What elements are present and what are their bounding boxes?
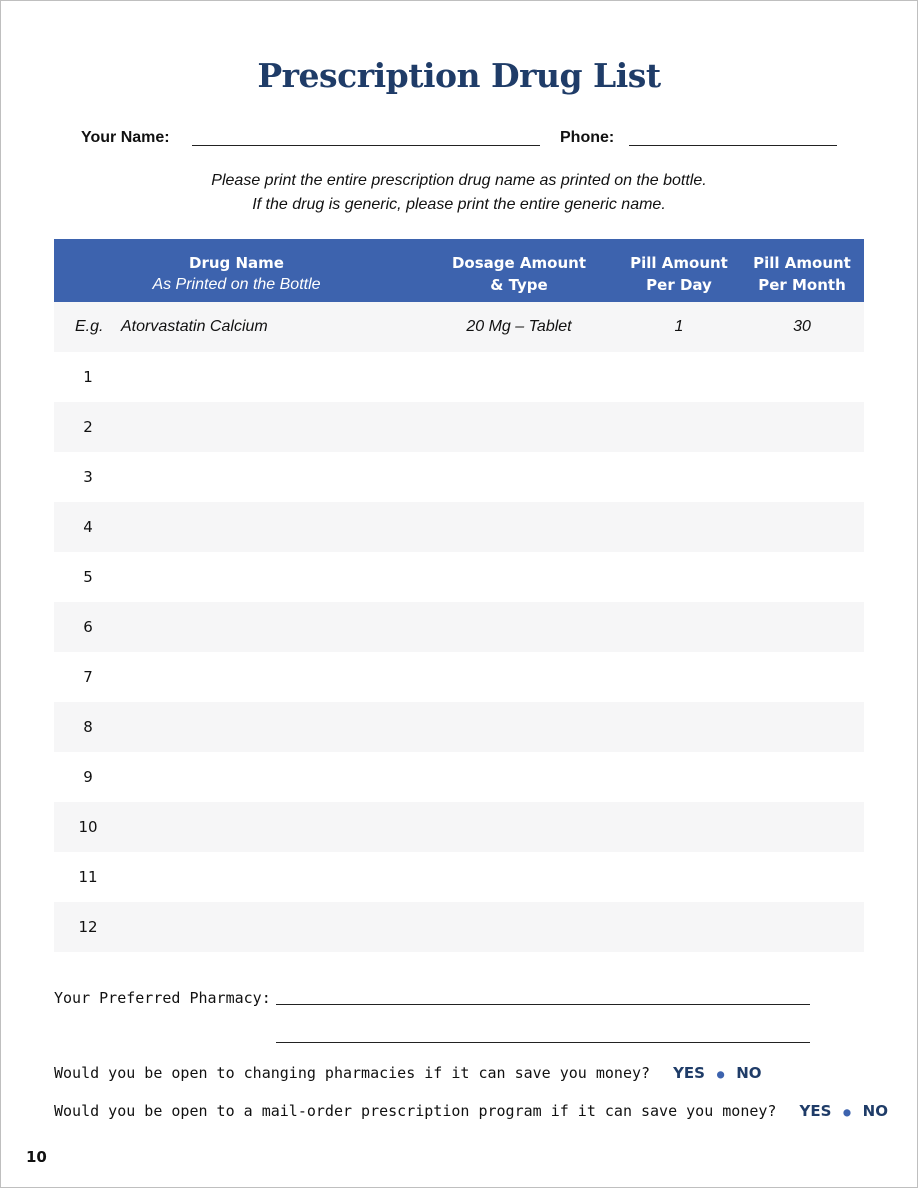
separator-dot-icon: ●	[843, 1105, 851, 1119]
header-drug-name: Drug Name As Printed on the Bottle	[152, 254, 321, 293]
yes-option[interactable]: YES	[673, 1064, 705, 1082]
table-row[interactable]	[54, 502, 864, 552]
table-row[interactable]	[54, 352, 864, 402]
drug-table	[54, 239, 864, 952]
page-number: 10	[26, 1148, 47, 1166]
yes-option[interactable]: YES	[799, 1102, 832, 1120]
example-drug: Atorvastatin Calcium	[121, 318, 268, 335]
pharmacy-label: Your Preferred Pharmacy:	[54, 989, 271, 1007]
pharmacy-field-line-1[interactable]	[276, 1004, 810, 1005]
row-number: 4	[83, 518, 93, 536]
phone-field[interactable]	[629, 145, 837, 146]
question-change-pharmacy	[54, 1064, 762, 1082]
header-per-day: Pill Amount Per Day	[630, 254, 728, 294]
name-label: Your Name:	[81, 129, 170, 146]
table-row[interactable]	[54, 652, 864, 702]
no-option[interactable]: NO	[862, 1102, 888, 1120]
phone-label: Phone:	[560, 129, 615, 146]
table-row[interactable]	[54, 752, 864, 802]
no-option[interactable]: NO	[736, 1064, 762, 1082]
table-row[interactable]	[54, 902, 864, 952]
row-number: 12	[78, 918, 98, 936]
row-number: 3	[83, 468, 93, 486]
example-per-day: 1	[674, 318, 684, 335]
row-number: 11	[78, 868, 98, 886]
separator-dot-icon: ●	[716, 1067, 725, 1081]
question-mail-order	[54, 1102, 888, 1120]
example-dosage: 20 Mg – Tablet	[466, 318, 572, 335]
question-text: Would you be open to changing pharmacies if it can save you money?	[54, 1064, 651, 1082]
row-number: 1	[83, 368, 93, 386]
instruction-line-2: If the drug is generic, please print the entire generic name.	[252, 196, 666, 213]
table-row[interactable]	[54, 552, 864, 602]
example-row	[54, 302, 864, 352]
row-number: 8	[83, 718, 93, 736]
table-row[interactable]	[54, 452, 864, 502]
header-dosage: Dosage Amount & Type	[451, 254, 586, 294]
example-per-month: 30	[793, 318, 811, 335]
table-row[interactable]	[54, 402, 864, 452]
name-field[interactable]	[192, 145, 540, 146]
table-row[interactable]	[54, 702, 864, 752]
table-row[interactable]	[54, 852, 864, 902]
row-number: 6	[83, 618, 93, 636]
page-title: Prescription Drug List	[257, 56, 661, 95]
row-number: 10	[78, 818, 98, 836]
row-number: 7	[83, 668, 93, 686]
header-per-month: Pill Amount Per Month	[753, 254, 851, 294]
row-number: 9	[83, 768, 93, 786]
table-row[interactable]	[54, 802, 864, 852]
row-number: 2	[83, 418, 93, 436]
example-label: E.g.	[75, 318, 104, 335]
instruction-line-1: Please print the entire prescription drug name as printed on the bottle.	[211, 172, 707, 189]
pharmacy-field-line-2[interactable]	[276, 1042, 810, 1043]
table-header	[54, 239, 864, 302]
table-row[interactable]	[54, 602, 864, 652]
question-text: Would you be open to a mail-order prescription program if it can save you money?	[54, 1102, 777, 1120]
row-number: 5	[83, 568, 93, 586]
